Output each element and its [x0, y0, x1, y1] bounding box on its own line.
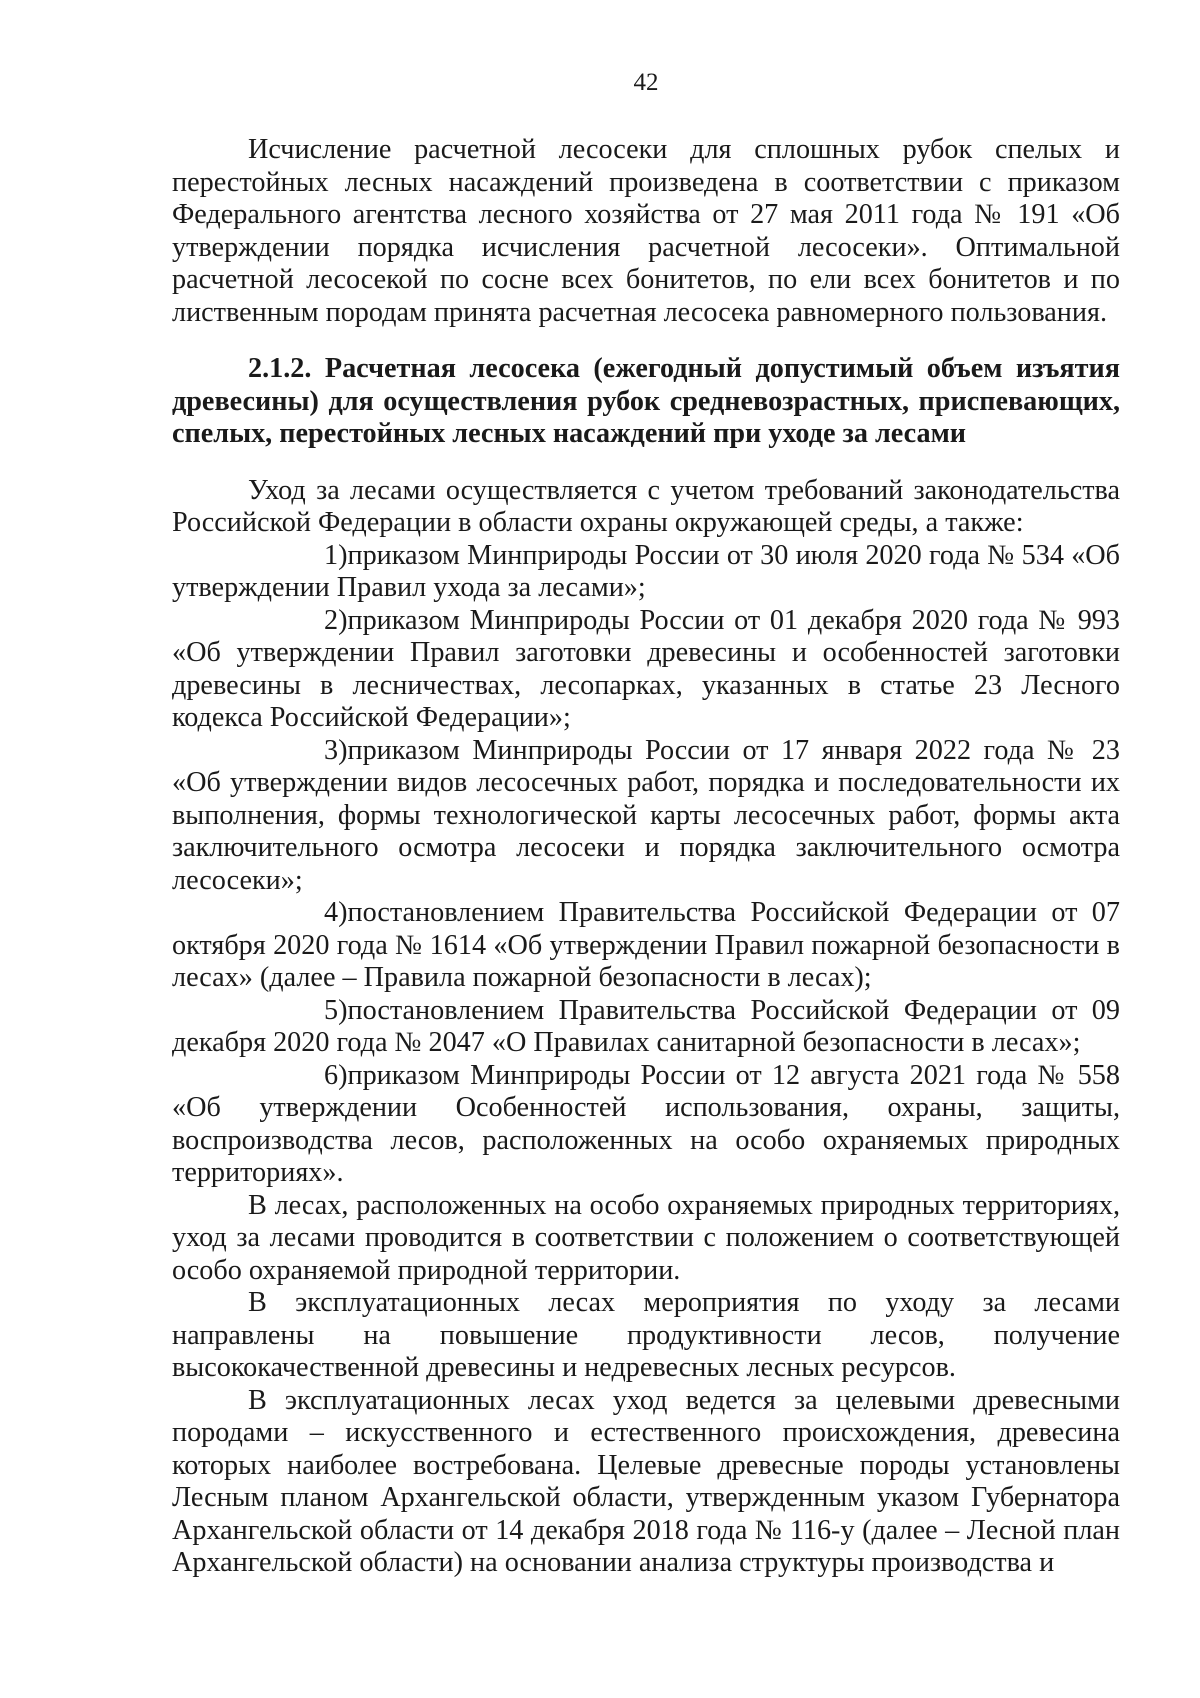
document-page [172, 0, 1120, 1698]
list-item-text: приказом Минприроды России от 12 августа 2021 года № 558 «Об утверждении Особенностей использования, охраны, защиты, воспроизводства лесов, расположенных на особо охраняемых природных территориях». [172, 1059, 1120, 1188]
paragraph-protected-areas: В лесах, расположенных на особо охраняемых природных территориях, уход за лесами проводится в соответствии с положением о соответствующей особо охраняемой природной территории. [172, 1189, 1120, 1286]
paragraph-intro: Уход за лесами осуществляется с учетом требований законодательства Российской Федерации в области охраны окружающей среды, а также: [172, 474, 1120, 538]
list-item-text: приказом Минприроды России от 17 января 2022 года № 23 «Об утверждении видов лесосечных работ, порядка и последовательности их выполнения, формы технологической карты лесосечных работ, формы акта заключительного осмотра лесосеки и порядка заключительного осмотра лесосеки»; [172, 734, 1120, 896]
paragraph-calculation: Исчисление расчетной лесосеки для сплошных рубок спелых и перестойных лесных насаждений произведена в соответствии с приказом Федерального агентства лесного хозяйства от 27 мая 2011 года № 191 «Об утверждении порядка исчисления расчетной лесосеки». Оптимальной расчетной лесосекой по сосне всех бонитетов, по ели всех бонитетов и по лиственным породам принята расчетная лесосека равномерного пользования. [172, 134, 1120, 328]
paragraph-target-species: В эксплуатационных лесах уход ведется за целевыми древесными породами – искусственного и естественного происхождения, древесина которых наиболее востребована. Целевые древесные породы установлены Лесным планом Архангельской области, утвержденным указом Губернатора Архангельской области от 14 декабря 2018 года № 116-у (далее – Лесной план Архангельской области) на основании анализа структуры производства и [172, 1384, 1120, 1578]
list-item [172, 540, 1120, 605]
list-item-number: 5) [324, 994, 348, 1026]
list-item-text: постановлением Правительства Российской Федерации от 09 декабря 2020 года № 2047 «О Правилах санитарной безопасности в лесах»; [172, 994, 1120, 1058]
list-item-text: приказом Минприроды России от 30 июля 2020 года № 534 «Об утверждении Правил ухода за лесами»; [172, 539, 1120, 603]
page-number: 42 [633, 69, 659, 96]
paragraph-exploitation-goals: В эксплуатационных лесах мероприятия по уходу за лесами направлены на повышение продуктивности лесов, получение высококачественной древесины и недревесных лесных ресурсов. [172, 1287, 1120, 1383]
list-item-text: постановлением Правительства Российской Федерации от 07 октября 2020 года № 1614 «Об утверждении Правил пожарной безопасности в лесах» (далее – Правила пожарной безопасности в лесах); [172, 897, 1120, 993]
list-item-number: 2) [324, 604, 348, 636]
list-item-number: 1) [324, 539, 348, 571]
list-item [172, 995, 1120, 1060]
list-item [172, 605, 1120, 735]
list-item-number: 3) [324, 734, 348, 766]
list-item-text: приказом Минприроды России от 01 декабря 2020 года № 993 «Об утверждении Правил заготовки древесины и особенностей заготовки древесины в лесничествах, лесопарках, указанных в статье 23 Лесного кодекса Российской Федерации»; [172, 604, 1120, 733]
document-body [172, 134, 1120, 1580]
list-item-number: 4) [324, 897, 348, 928]
list-item-number: 6) [324, 1059, 348, 1091]
list-item [172, 1060, 1120, 1190]
section-heading: 2.1.2. Расчетная лесосека (ежегодный допустимый объем изъятия древесины) для осуществления рубок средневозрастных, приспевающих, спелых, перестойных лесных насаждений при уходе за лесами [172, 353, 1120, 449]
list-item [172, 897, 1120, 995]
list-item [172, 735, 1120, 898]
